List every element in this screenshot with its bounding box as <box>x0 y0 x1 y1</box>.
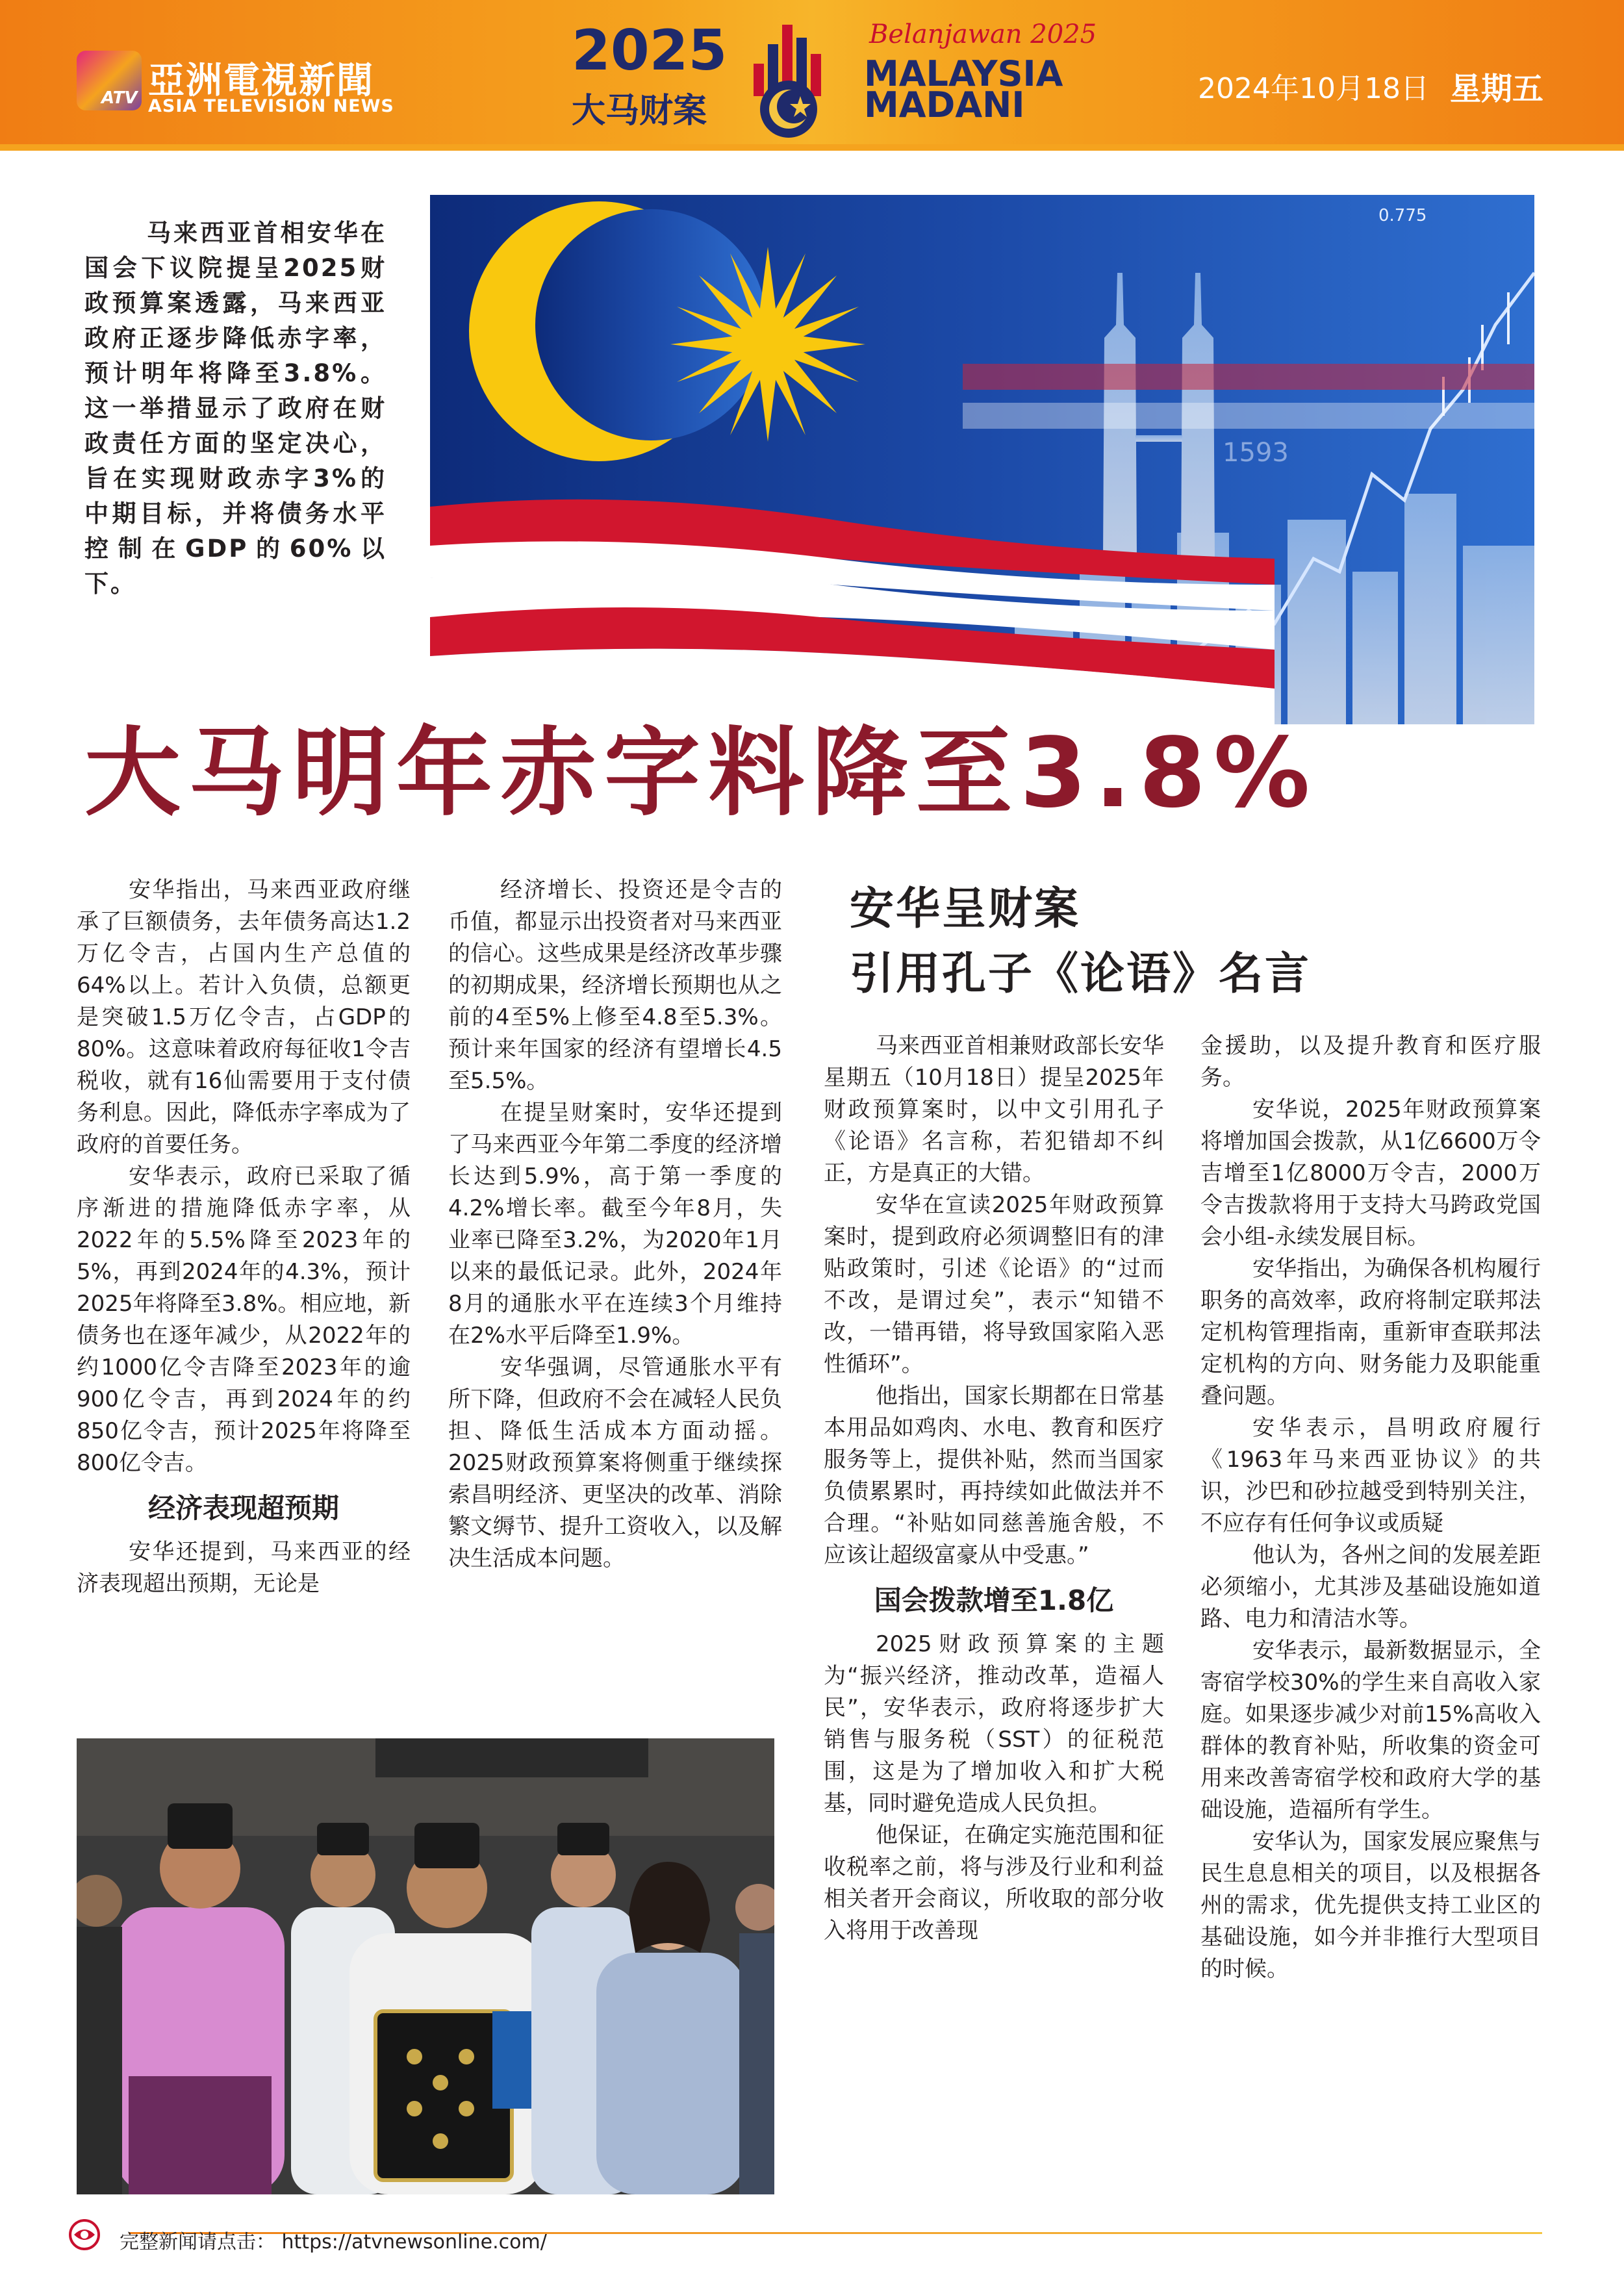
chart-number-top: 0.775 <box>1378 206 1427 225</box>
paragraph: 安华指出，马来西亚政府继承了巨额债务，去年债务高达1.2万亿令吉，占国内生产总值的64%以上。若计入负债，总额更是突破1.5万亿令吉，占GDP的80%。这意味着政府每征收1令吉税收，就有16仙需要用于支付债务利息。因此，降低赤字率成为了政府的首要任务。 <box>77 877 411 1158</box>
paragraph: 他保证，在确定实施范围和征收税率之前，将与涉及行业和利益相关者开会商议，所收取的部分收入将用于改善现 <box>824 1822 1164 1944</box>
article-column-1 <box>77 874 411 1600</box>
paragraph: 安华认为，国家发展应聚焦与民生息息相关的项目，以及根据各州的需求，优先提供支持工业区的基础设施，如今并非推行大型项目的时候。 <box>1200 1829 1541 1982</box>
masthead-divider <box>0 144 1624 151</box>
paragraph: 安华指出，为确保各机构履行职务的高效率，政府将制定联邦法定机构管理指南，重新审查联邦法定机构的方向、财务能力及职能重叠问题。 <box>1200 1256 1541 1409</box>
paragraph: 金援助，以及提升教育和医疗服务。 <box>1200 1033 1541 1091</box>
madani-wordmark: MADANI <box>864 84 1025 125</box>
issue-date: 2024年10月18日 <box>1198 72 1429 105</box>
chart-number-mid: 1593 <box>1223 438 1289 468</box>
article-column-4 <box>1200 1030 1541 1985</box>
atv-logo-icon <box>77 51 142 110</box>
article-column-3 <box>824 1030 1164 1947</box>
paragraph: 安华还提到，马来西亚的经济表现超出预期，无论是 <box>77 1539 411 1597</box>
paragraph: 他认为，各州之间的发展差距必须缩小，尤其涉及基础设施如道路、电力和清洁水等。 <box>1200 1542 1541 1632</box>
budget-label: 大马财案 <box>572 92 707 131</box>
belanjawan-script: Belanjawan 2025 <box>869 19 1097 49</box>
malaysia-wordmark: MALAYSIA <box>864 53 1063 94</box>
article-column-2 <box>448 874 782 1575</box>
footer-link[interactable]: 完整新闻请点击： https://atvnewsonline.com/ <box>120 2231 547 2254</box>
logo-english-name: ASIA TELEVISION NEWS <box>148 96 394 116</box>
sidebar-headline-line-1: 安华呈财案 <box>850 883 1081 935</box>
flag-skyline-illustration <box>430 195 1534 724</box>
atv-badge: ATV <box>101 88 138 108</box>
paragraph: 马来西亚首相兼财政部长安华星期五（10月18日）提呈2025年财政预算案时，以中文引用孔子《论语》名言称，若犯错却不纠正，方是真正的大错。 <box>824 1033 1164 1186</box>
group-photo-illustration <box>77 1738 774 2194</box>
madani-emblem-icon <box>748 18 830 140</box>
logo-chinese-name: 亞洲電視新聞 <box>148 59 374 102</box>
subheading-parliament: 国会拨款增至1.8亿 <box>874 1584 1114 1616</box>
masthead <box>0 0 1624 144</box>
paragraph: 安华说，2025年财政预算案将增加国会拨款，从1亿6600万令吉增至1亿8000万令吉，2000万令吉拨款将用于支持大马跨政党国会小组-永续发展目标。 <box>1200 1097 1541 1250</box>
paragraph: 他指出，国家长期都在日常基本用品如鸡肉、水电、教育和医疗服务等上，提供补贴，然而当国家负债累累时，再持续如此做法并不合理。“补贴如同慈善施舍般，不应该让超级富豪从中受惠。” <box>824 1383 1164 1568</box>
paragraph: 2025财政预算案的主题为“振兴经济，推动改革，造福人民”，安华表示，政府将逐步扩大销售与服务税（SST）的征税范围，这是为了增加收入和扩大税基，同时避免造成人民负担。 <box>824 1631 1164 1816</box>
subheading-economy: 经济表现超预期 <box>147 1492 339 1524</box>
main-headline: 大马明年赤字料降至3.8% <box>84 717 1318 829</box>
budget-year: 2025 <box>572 18 728 83</box>
sidebar-headline-line-2: 引用孔子《论语》名言 <box>850 948 1312 1000</box>
atv-footer-logo-icon <box>68 2218 101 2252</box>
budget-presentation-photo <box>77 1738 774 2194</box>
sidebar-headline <box>850 877 1311 1007</box>
paragraph: 在提呈财案时，安华还提到了马来西亚今年第二季度的经济增长达到5.9%，高于第一季度的4.2%增长率。截至今年8月，失业率已降至3.2%，为2020年1月以来的最低记录。此外，2024年8月的通胀水平在连续3个月维持在2%水平后降至1.9%。 <box>448 1100 782 1349</box>
paragraph: 安华表示，政府已采取了循序渐进的措施降低赤字率，从2022年的5.5%降至2023年的5%，再到2024年的4.3%，预计2025年将降至3.8%。相应地，新债务也在逐年减少，从2022年的约1000亿令吉降至2023年的逾900亿令吉，再到2024年的约850亿令吉，预计2025年将降至800亿令吉。 <box>77 1163 411 1476</box>
intro-summary: 马来西亚首相安华在国会下议院提呈2025财政预算案透露，马来西亚政府正逐步降低赤字率，预计明年将降至3.8%。这一举措显示了政府在财政责任方面的坚定决心，旨在实现财政赤字3%的中期目标，并将债务水平控制在GDP的60%以下。 <box>84 219 387 598</box>
hero-image <box>430 195 1534 724</box>
paragraph: 经济增长、投资还是令吉的币值，都显示出投资者对马来西亚的信心。这些成果是经济改革步骤的初期成果，经济增长预期也从之前的4至5%上修至4.8至5.3%。预计来年国家的经济有望增长4.5至5.5%。 <box>448 877 782 1094</box>
paragraph: 安华强调，尽管通胀水平有所下降，但政府不会在减轻人民负担、降低生活成本方面动摇。2025财政预算案将侧重于继续探索昌明经济、更坚决的改革、消除繁文缛节、提升工资收入，以及解决生活成本问题。 <box>448 1354 782 1571</box>
paragraph: 安华表示，昌明政府履行《1963年马来西亚协议》的共识，沙巴和砂拉越受到特别关注，不应存有任何争议或质疑 <box>1200 1415 1541 1536</box>
paragraph: 安华表示，最新数据显示，全寄宿学校30%的学生来自高收入家庭。如果逐步减少对前15%高收入群体的教育补贴，所收集的资金可用来改善寄宿学校和政府大学的基础设施，造福所有学生。 <box>1200 1638 1541 1823</box>
paragraph: 安华在宣读2025年财政预算案时，提到政府必须调整旧有的津贴政策时，引述《论语》的“过而不改，是谓过矣”，表示“知错不改，一错再错，将导致国家陷入恶性循环”。 <box>824 1192 1164 1377</box>
issue-weekday: 星期五 <box>1450 71 1544 107</box>
